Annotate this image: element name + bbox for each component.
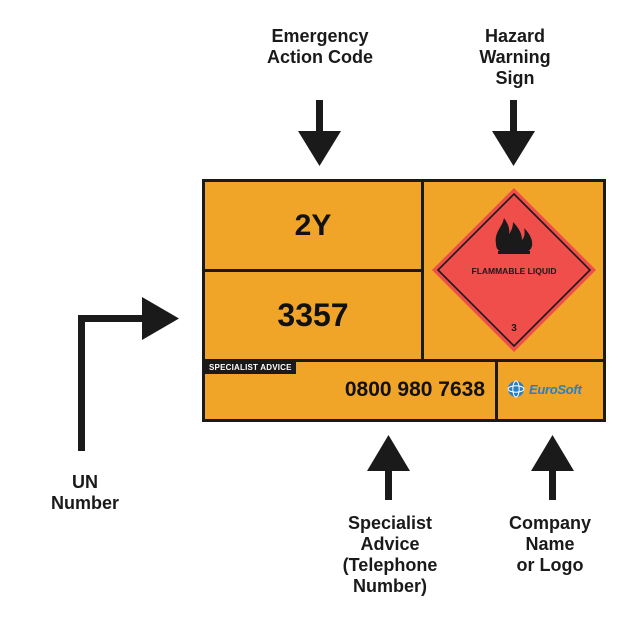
specialist-advice-tag: SPECIALIST ADVICE [205,362,296,374]
specialist-advice-section [205,362,495,419]
emergency-action-code: 2Y [294,209,332,242]
hazard-warning-diamond [424,182,603,359]
arrow-down-icon [492,100,535,166]
label-un-number: UN Number [50,472,119,513]
globe-icon [507,380,525,398]
hazchem-plate [202,179,606,422]
arrow-down-icon [298,100,341,166]
hazard-text: FLAMMABLE LIQUID [471,266,557,276]
company-logo [507,374,589,404]
company-logo-section [498,362,603,419]
company-logo-text: EuroSoft [529,381,582,397]
label-company-name: Company Name or Logo [508,513,591,575]
arrow-right-icon [78,297,179,451]
label-emergency-action-code: Emergency Action Code [267,26,373,67]
arrow-up-icon [531,435,574,500]
arrow-up-icon [367,435,410,500]
label-hazard-warning-sign: Hazard Warning Sign [479,26,551,88]
label-specialist-advice: Specialist Advice (Telephone Number) [342,513,438,596]
hazard-class-number: 3 [511,323,517,334]
specialist-phone-number: 0800 980 7638 [344,378,485,401]
un-number-value: 3357 [277,297,349,333]
